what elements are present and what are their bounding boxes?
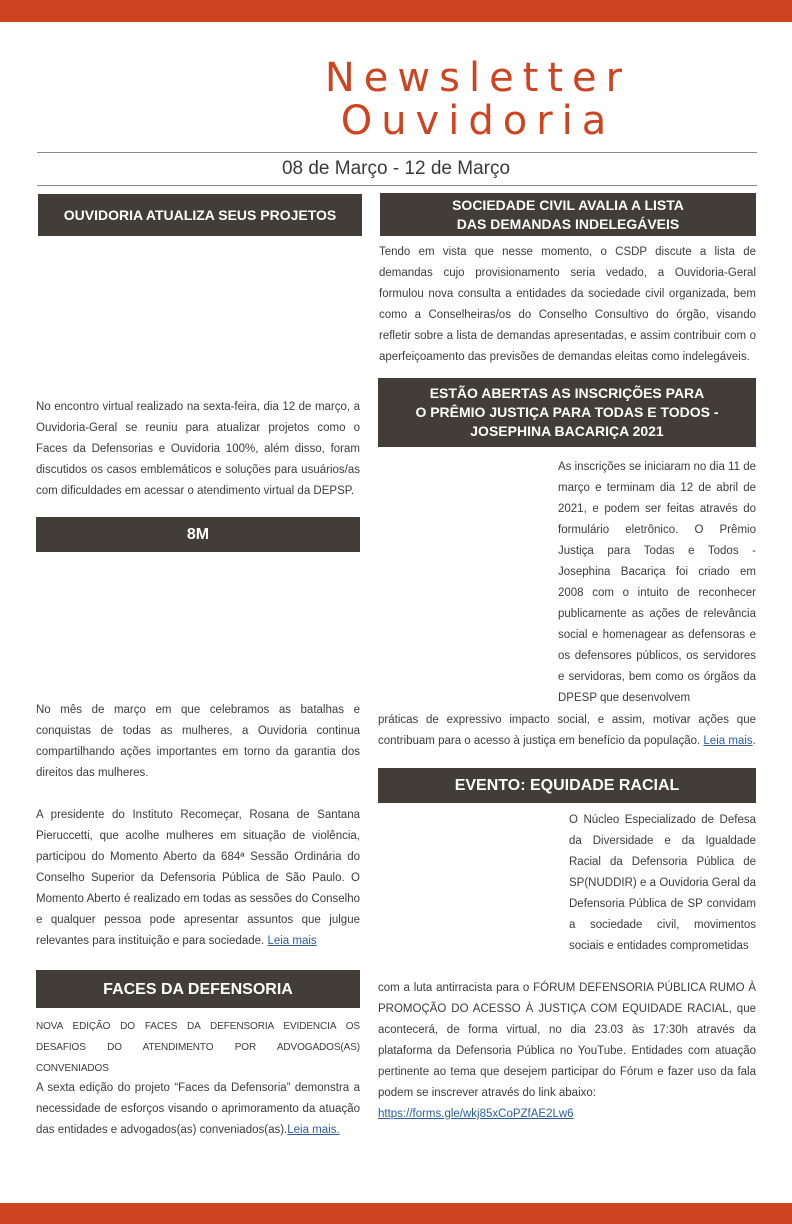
newsletter-title-line1: Newsletter bbox=[324, 55, 632, 101]
title-divider-bottom bbox=[37, 185, 757, 186]
sociedade-body: Tendo em vista que nesse momento, o CSDP discute a lista de demandas cujo provisionamento seria vedado, a Ouvidoria-Geral formulou nova consulta a entidades da sociedade civil organizada, bem como a Conselheiras/os do Conselho Consultivo do órgão, visando refletir sobre a lista de demandas apresentadas, e assim contribuir com o aperfeiçoamento das previsões de demandas eleitas como indelegáveis. bbox=[379, 246, 756, 363]
section-heading-faces: FACES DA DEFENSORIA bbox=[36, 970, 360, 1008]
premio-body-narrow: As inscrições se iniciaram no dia 11 de março e terminam dia 12 de abril de 2021, e podem ser feitas através do formulário eletrônico. O Prêmio Justiça para Todas e Todos - Josephina Bacariça foi criado em 2008 com o intuito de reconhecer publicamente as ações de relevância social e homenagear as defensoras e os defensores públicos, os servidores e servidoras, bem como os órgãos da DPESP que desenvolvem bbox=[558, 461, 756, 704]
section-heading-evento: EVENTO: EQUIDADE RACIAL bbox=[378, 768, 756, 803]
8m-read-more-link[interactable]: Leia mais bbox=[267, 935, 317, 947]
evento-body-narrow: O Núcleo Especializado de Defesa da Diversidade e da Igualdade Racial da Defensoria Pública de SP(NUDDIR) e a Ouvidoria Geral da Defensoria Pública de SP convidam a sociedade civil, movimentos sociais e entidades comprometidas bbox=[569, 814, 756, 952]
top-accent-bar bbox=[0, 0, 792, 22]
premio-body-wide: práticas de expressivo impacto social, e assim, motivar ações que contribuam para o acesso à justiça em benefício da população. Leia mais. bbox=[378, 714, 756, 747]
8m-body-1: No mês de março em que celebramos as batalhas e conquistas de todas as mulheres, a Ouvidoria continua compartilhando ações importantes em torno da garantia dos direitos das mulheres. bbox=[36, 704, 360, 779]
newsletter-title-line2: Ouvidoria bbox=[340, 98, 616, 144]
8m-body-2: A presidente do Instituto Recomeçar, Rosana de Santana Pieruccetti, que acolhe mulheres em situação de violência, participou do Momento Aberto da 684ª Sessão Ordinária do Conselho Superior da Defensoria Pública de São Paulo. O Momento Aberto é realizado em todas as sessões do Conselho e qualquer pessoa pode apresentar assuntos que julgue relevantes para instituição e para sociedade. Leia mais bbox=[36, 809, 360, 947]
premio-read-more-link[interactable]: Leia mais bbox=[703, 735, 753, 747]
evento-body-wide: com a luta antirracista para o FÓRUM DEFENSORIA PÚBLICA RUMO À PROMOÇÃO DO ACESSO À JUSTIÇA COM EQUIDADE RACIAL, que acontecerá, de forma virtual, no dia 23.03 às 17:30h através da plataforma da Defensoria Pública no YouTube. Entidades com atuação pertinente ao tema que desejem participar do Fórum e fazer uso da fala podem se inscrever através do link abaixo: bbox=[378, 982, 756, 1099]
projetos-body: No encontro virtual realizado na sexta-feira, dia 12 de março, a Ouvidoria-Geral se reuniu para atualizar projetos como o Faces da Defensorias e Ouvidoria 100%, além disso, foram discutidos os casos emblemáticos e soluções para usuários/as com dificuldades em acessar o atendimento virtual da DEPSP. bbox=[36, 401, 360, 497]
date-range: 08 de Março - 12 de Março bbox=[281, 158, 511, 179]
section-heading-premio: ESTÃO ABERTAS AS INSCRIÇÕES PARA O PRÊMIO JUSTIÇA PARA TODAS E TODOS - JOSEPHINA BACARIÇA 2021 bbox=[378, 378, 756, 447]
faces-read-more-link[interactable]: Leia mais. bbox=[287, 1124, 340, 1136]
bottom-accent-bar bbox=[0, 1203, 792, 1224]
section-heading-projetos: OUVIDORIA ATUALIZA SEUS PROJETOS bbox=[38, 194, 362, 236]
section-heading-8m: 8M bbox=[36, 517, 360, 552]
faces-body: A sexta edição do projeto “Faces da Defensoria” demonstra a necessidade de esforços visando o aprimoramento da atuação das entidades e advogados(as) conveniados(as).Leia mais. bbox=[36, 1082, 360, 1136]
title-divider-top bbox=[37, 152, 757, 153]
evento-form-link[interactable]: https://forms.gle/wkj85xCoPZfAE2Lw6 bbox=[378, 1108, 574, 1120]
section-heading-sociedade: SOCIEDADE CIVIL AVALIA A LISTA DAS DEMANDAS INDELEGÁVEIS bbox=[380, 193, 756, 236]
evento-link-line bbox=[378, 1104, 756, 1125]
faces-subtitle: NOVA EDIÇÃO DO FACES DA DEFENSORIA EVIDENCIA OS DESAFIOS DO ATENDIMENTO POR ADVOGADOS(AS) CONVENIADOS bbox=[36, 1021, 360, 1074]
